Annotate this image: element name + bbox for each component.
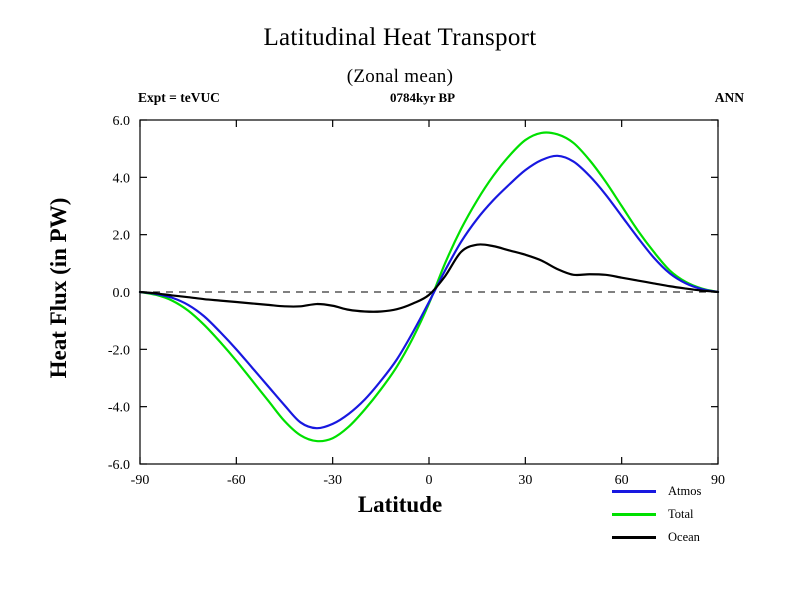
series-lines — [140, 132, 718, 441]
svg-text:90: 90 — [711, 473, 725, 488]
svg-text:0.0: 0.0 — [112, 286, 130, 301]
svg-text:0: 0 — [425, 473, 433, 488]
legend-swatch-ocean — [612, 536, 656, 539]
chart-legend — [612, 480, 782, 549]
experiment-label: Expt = teVUC — [138, 90, 220, 105]
svg-text:-6.0: -6.0 — [107, 458, 130, 473]
legend-swatch-atmos — [612, 490, 656, 493]
series-line-total — [140, 132, 718, 441]
page-title: Latitudinal Heat Transport — [263, 24, 537, 51]
svg-text:-30: -30 — [323, 473, 343, 488]
svg-text:-60: -60 — [226, 473, 246, 488]
svg-text:-4.0: -4.0 — [107, 400, 130, 416]
legend-item-total — [612, 503, 782, 526]
svg-text:4.0: 4.0 — [112, 171, 130, 187]
legend-label-ocean: Ocean — [668, 530, 700, 544]
svg-text:6.0: 6.0 — [112, 114, 130, 129]
legend-swatch-total — [612, 513, 656, 516]
legend-label-atmos: Atmos — [668, 484, 702, 498]
x-axis-title: Latitude — [357, 492, 443, 517]
svg-text:30: 30 — [518, 473, 533, 488]
period-label: 0784kyr BP — [390, 90, 456, 105]
y-axis-title: Heat Flux (in PW) — [46, 197, 71, 379]
legend-item-atmos — [612, 480, 782, 503]
svg-text:60: 60 — [614, 473, 629, 488]
chart-subtitle: (Zonal mean) — [346, 66, 454, 87]
season-label: ANN — [714, 90, 744, 105]
svg-text:-90: -90 — [130, 473, 150, 488]
legend-label-total: Total — [668, 507, 694, 521]
svg-text:2.0: 2.0 — [112, 228, 130, 244]
legend-item-ocean — [612, 526, 782, 549]
svg-text:-2.0: -2.0 — [107, 343, 130, 359]
